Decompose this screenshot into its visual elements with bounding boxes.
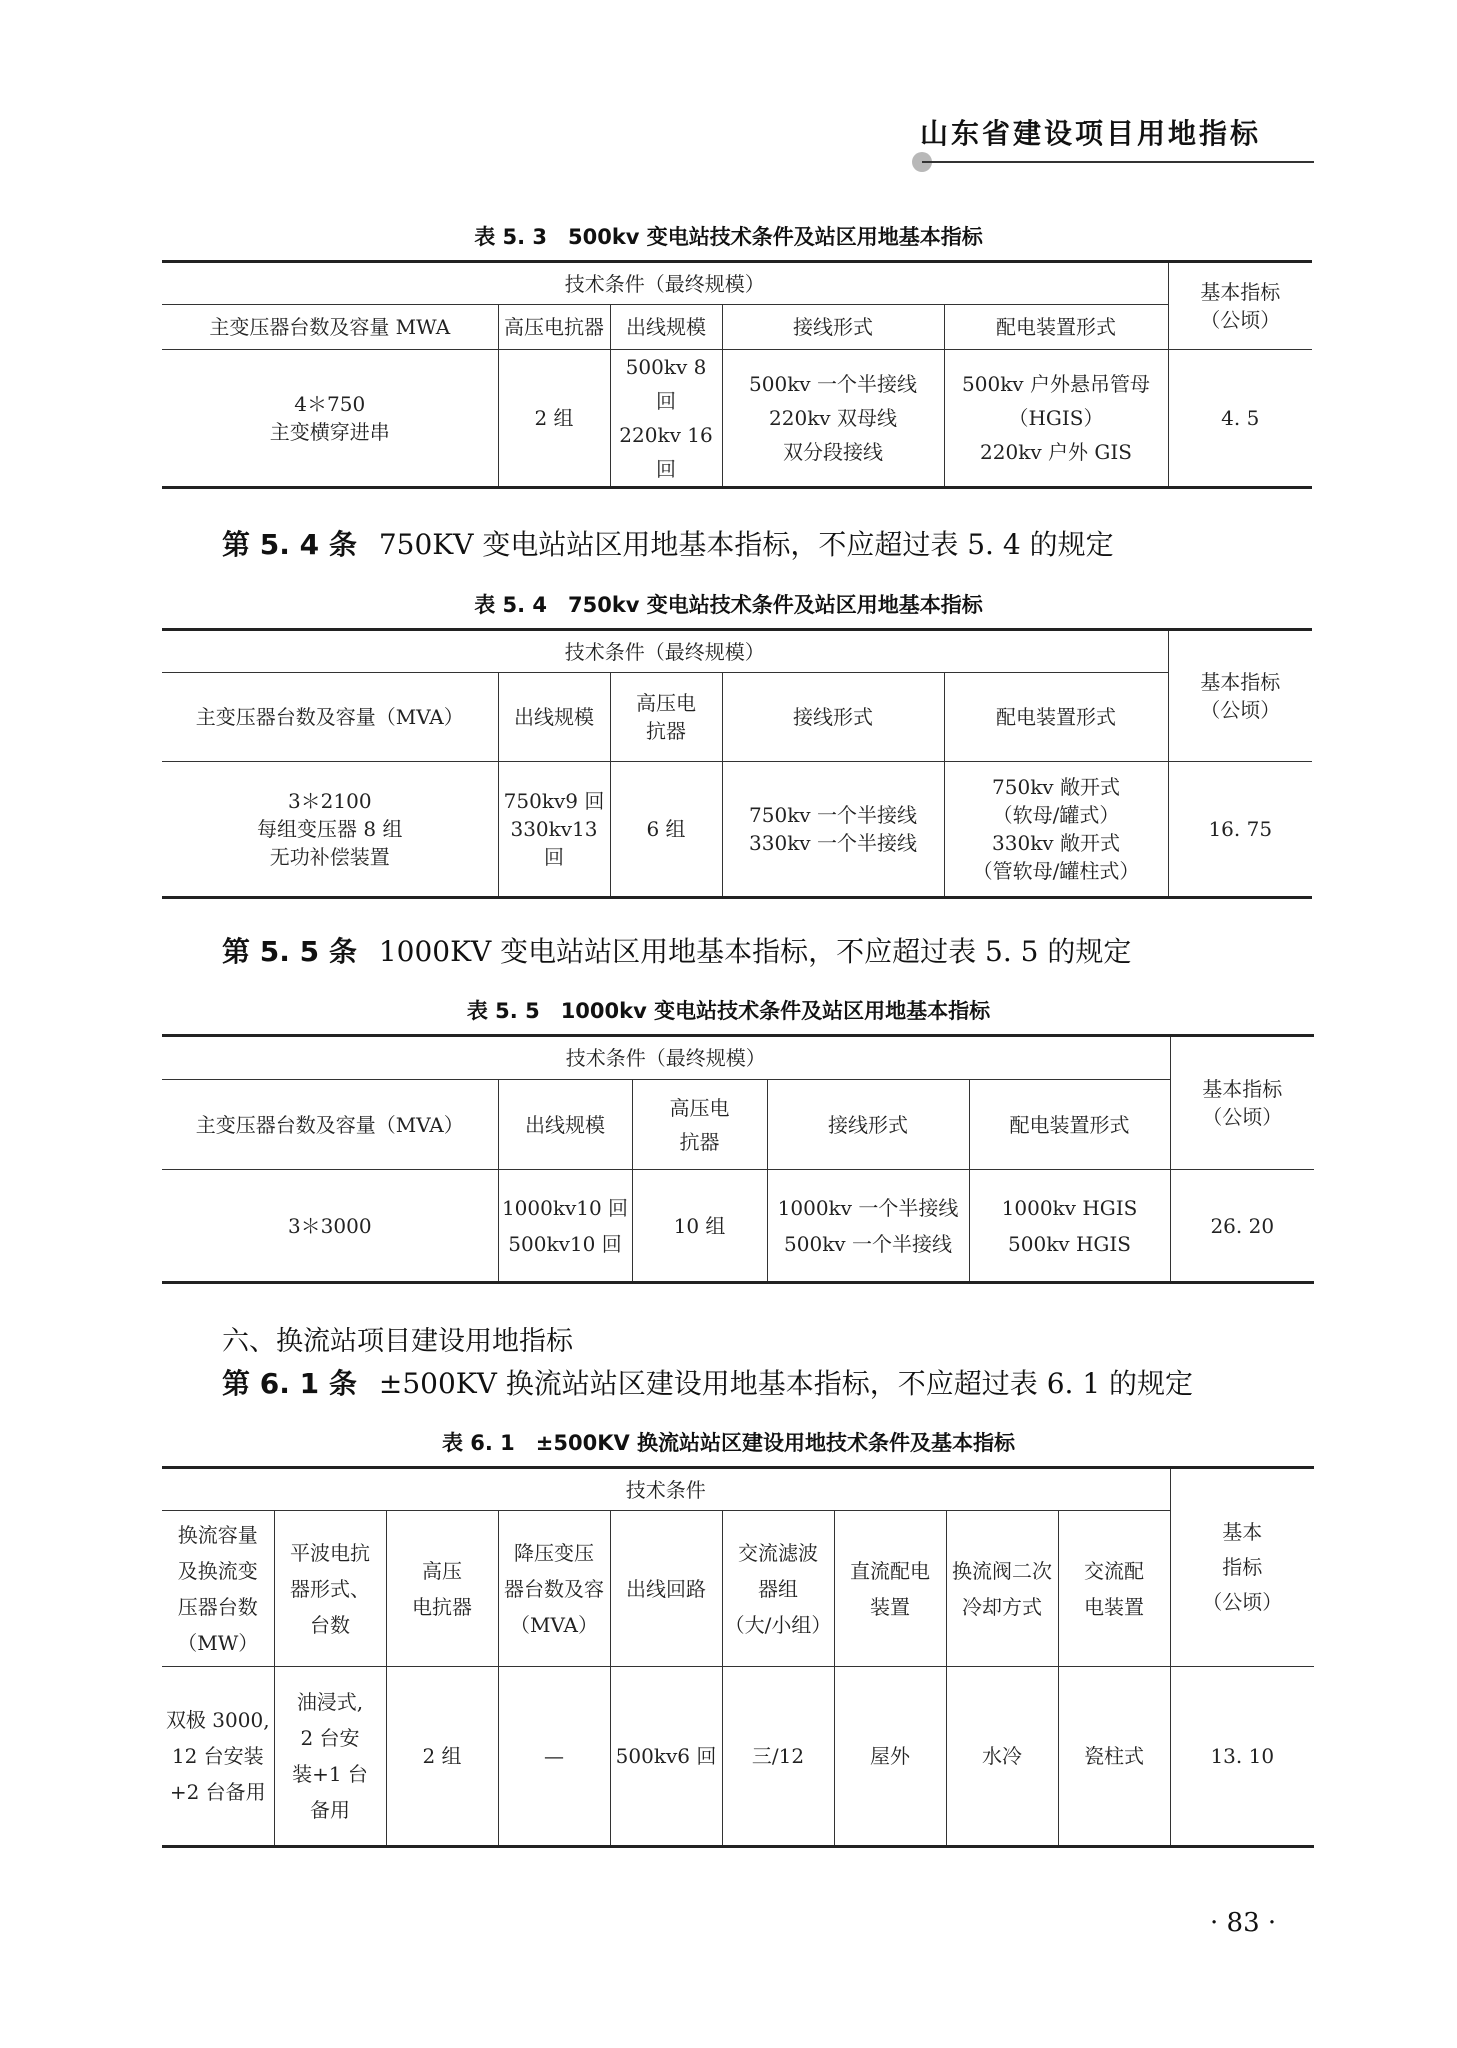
basic-index-header: 基本指标 （公顷） bbox=[1168, 630, 1312, 762]
basic-index-header: 基本 指标 （公顷） bbox=[1170, 1468, 1314, 1667]
article-5-4: 第 5. 4 条 750KV 变电站站区用地基本指标，不应超过表 5. 4 的规定 bbox=[222, 528, 1114, 561]
table-5-3-caption: 表 5. 3 500kv 变电站技术条件及站区用地基本指标 bbox=[474, 225, 983, 249]
article-5-5: 第 5. 5 条 1000KV 变电站站区用地基本指标，不应超过表 5. 5 的规定 bbox=[222, 935, 1132, 968]
col-header: 交流配 电装置 bbox=[1058, 1511, 1170, 1667]
table-cell: 6 组 bbox=[610, 762, 722, 898]
col-header: 接线形式 bbox=[722, 673, 944, 762]
basic-index-header: 基本指标 （公顷） bbox=[1170, 1036, 1314, 1170]
table-cell: 3＊2100 每组变压器 8 组 无功补偿装置 bbox=[162, 762, 498, 898]
basic-index-header: 基本指标 （公顷） bbox=[1168, 262, 1312, 350]
section-6-heading: 六、换流站项目建设用地指标 bbox=[222, 1326, 573, 1357]
article-6-1: 第 6. 1 条 ±500KV 换流站站区建设用地基本指标，不应超过表 6. 1 的规定 bbox=[222, 1367, 1194, 1400]
col-header: 配电装置形式 bbox=[944, 305, 1168, 350]
col-header: 换流容量 及换流变 压器台数 （MW） bbox=[162, 1511, 274, 1667]
page-number: · 83 · bbox=[1210, 1908, 1277, 1938]
table-cell: 16. 75 bbox=[1168, 762, 1312, 898]
table-cell: 双极 3000, 12 台安装 +2 台备用 bbox=[162, 1667, 274, 1847]
table-cell: 1000kv10 回 500kv10 回 bbox=[498, 1170, 632, 1283]
running-header: 山东省建设项目用地指标 bbox=[920, 117, 1262, 150]
table-cell: 500kv 一个半接线 220kv 双母线 双分段接线 bbox=[722, 350, 944, 488]
col-header: 高压 电抗器 bbox=[386, 1511, 498, 1667]
table-cell: 三/12 bbox=[722, 1667, 834, 1847]
table-6-1-caption: 表 6. 1 ±500KV 换流站站区建设用地技术条件及基本指标 bbox=[441, 1431, 1016, 1455]
col-header: 交流滤波 器组 （大/小组） bbox=[722, 1511, 834, 1667]
col-header: 配电装置形式 bbox=[969, 1080, 1170, 1170]
col-header: 接线形式 bbox=[722, 305, 944, 350]
table-cell: 油浸式, 2 台安 装+1 台 备用 bbox=[274, 1667, 386, 1847]
table-5-3 bbox=[162, 260, 1312, 489]
table-5-5-caption: 表 5. 5 1000kv 变电站技术条件及站区用地基本指标 bbox=[466, 999, 991, 1023]
col-header: 出线规模 bbox=[498, 1080, 632, 1170]
col-header: 配电装置形式 bbox=[944, 673, 1168, 762]
col-header: 直流配电 装置 bbox=[834, 1511, 946, 1667]
table-cell: 750kv 一个半接线 330kv 一个半接线 bbox=[722, 762, 944, 898]
tech-conditions-header: 技术条件（最终规模） bbox=[162, 1036, 1170, 1080]
table-cell: 750kv9 回 330kv13 回 bbox=[498, 762, 610, 898]
table-cell: 2 组 bbox=[386, 1667, 498, 1847]
col-header: 降压变压 器台数及容 （MVA） bbox=[498, 1511, 610, 1667]
tech-conditions-header: 技术条件 bbox=[162, 1468, 1170, 1511]
col-header: 平波电抗 器形式、 台数 bbox=[274, 1511, 386, 1667]
col-header: 出线规模 bbox=[498, 673, 610, 762]
col-header: 换流阀二次 冷却方式 bbox=[946, 1511, 1058, 1667]
table-5-5 bbox=[162, 1034, 1314, 1284]
table-cell: 500kv 户外悬吊管母 （HGIS） 220kv 户外 GIS bbox=[944, 350, 1168, 488]
table-cell: 26. 20 bbox=[1170, 1170, 1314, 1283]
col-header: 高压电 抗器 bbox=[632, 1080, 767, 1170]
col-header: 高压电 抗器 bbox=[610, 673, 722, 762]
table-cell: 1000kv 一个半接线 500kv 一个半接线 bbox=[767, 1170, 969, 1283]
table-5-4 bbox=[162, 628, 1312, 899]
col-header: 出线回路 bbox=[610, 1511, 722, 1667]
tech-conditions-header: 技术条件（最终规模） bbox=[162, 630, 1168, 673]
table-cell: 4. 5 bbox=[1168, 350, 1312, 488]
table-cell: 500kv 8 回 220kv 16 回 bbox=[610, 350, 722, 488]
table-cell: 13. 10 bbox=[1170, 1667, 1314, 1847]
table-cell: 水冷 bbox=[946, 1667, 1058, 1847]
table-5-4-caption: 表 5. 4 750kv 变电站技术条件及站区用地基本指标 bbox=[474, 593, 983, 617]
col-header: 主变压器台数及容量（MVA） bbox=[162, 673, 498, 762]
table-cell: 3＊3000 bbox=[162, 1170, 498, 1283]
table-cell: 500kv6 回 bbox=[610, 1667, 722, 1847]
table-cell: 4＊750 主变横穿进串 bbox=[162, 350, 498, 488]
header-rule bbox=[922, 161, 1314, 163]
col-header: 出线规模 bbox=[610, 305, 722, 350]
col-header: 接线形式 bbox=[767, 1080, 969, 1170]
table-cell: — bbox=[498, 1667, 610, 1847]
col-header: 主变压器台数及容量 MWA bbox=[162, 305, 498, 350]
table-cell: 2 组 bbox=[498, 350, 610, 488]
table-6-1 bbox=[162, 1466, 1314, 1848]
table-cell: 瓷柱式 bbox=[1058, 1667, 1170, 1847]
table-cell: 屋外 bbox=[834, 1667, 946, 1847]
col-header: 高压电抗器 bbox=[498, 305, 610, 350]
table-cell: 1000kv HGIS 500kv HGIS bbox=[969, 1170, 1170, 1283]
table-cell: 10 组 bbox=[632, 1170, 767, 1283]
tech-conditions-header: 技术条件（最终规模） bbox=[162, 262, 1168, 305]
table-cell: 750kv 敞开式 （软母/罐式） 330kv 敞开式 （管软母/罐柱式） bbox=[944, 762, 1168, 898]
col-header: 主变压器台数及容量（MVA） bbox=[162, 1080, 498, 1170]
